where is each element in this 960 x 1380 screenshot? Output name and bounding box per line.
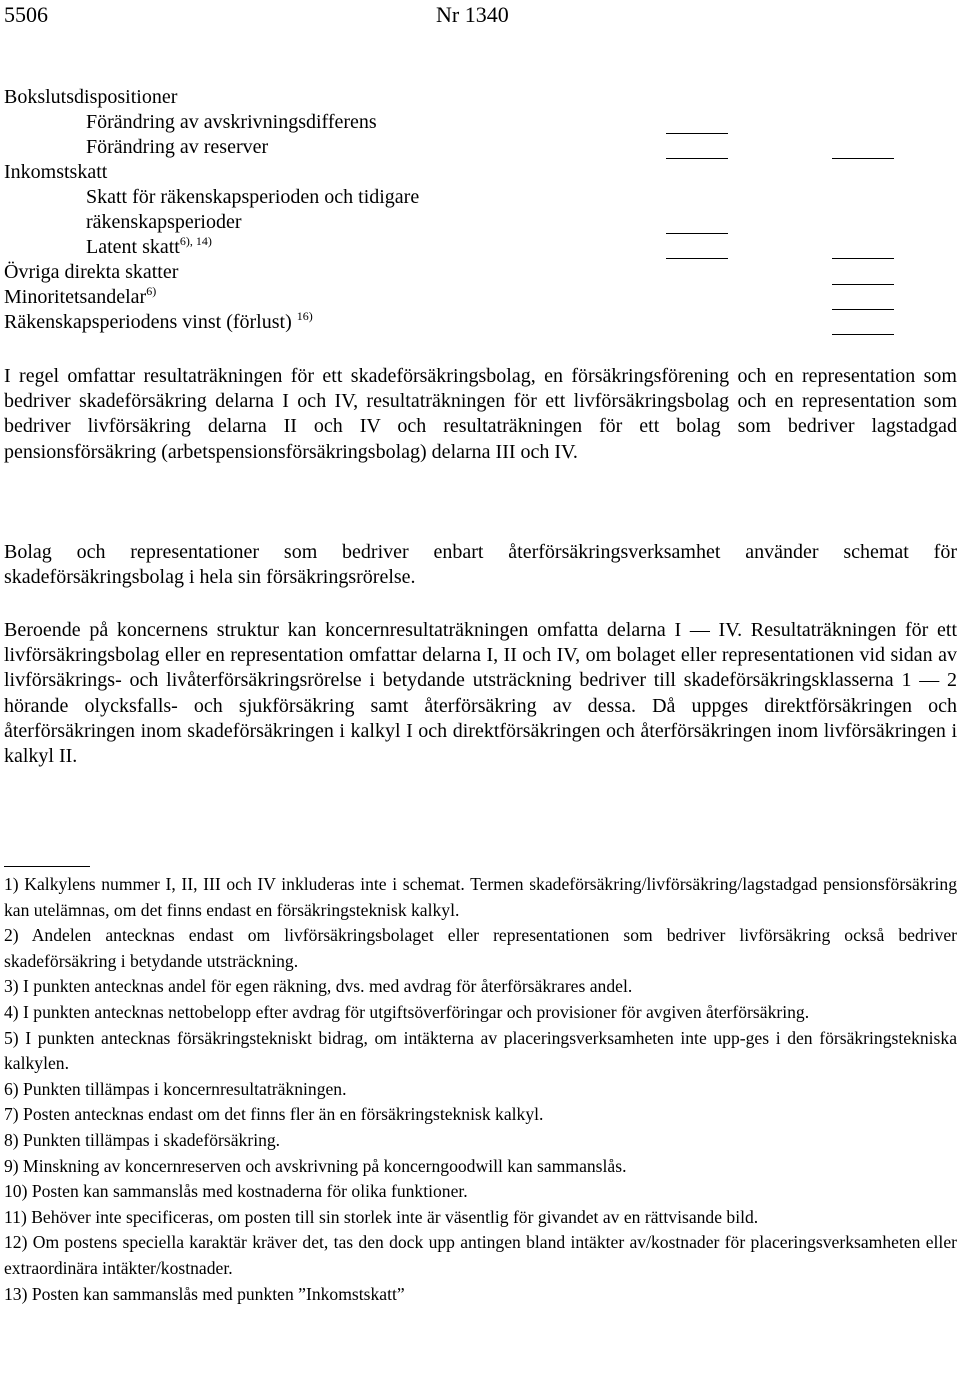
footnote: 13) Posten kan sammanslås med punkten ”Inkomstskatt”: [4, 1283, 405, 1304]
amount-rule: [666, 133, 728, 134]
amount-rule: [832, 284, 894, 285]
footnote: 5) I punkten antecknas försäkringstekniskt bidrag, om intäkterna av placeringsverksamheten inte upp-ges i den försäkringstekniska kalkylen.: [4, 1027, 957, 1074]
minoritetsandelar-label: Minoritetsandelar: [4, 286, 147, 308]
footnote: 6) Punkten tillämpas i koncernresultaträkningen.: [4, 1078, 347, 1099]
footnote: 10) Posten kan sammanslås med kostnaderna för olika funktioner.: [4, 1181, 468, 1202]
footnote: 1) Kalkylens nummer I, II, III och IV inkluderas inte i schemat. Termen skadeförsäkring/livförsäkring/lagstadgad pensionsförsäkring kan utelämnas, om det finns endast en försäkringsteknisk kalkyl.: [4, 874, 957, 920]
row-skatt-line1: Skatt för räkenskapsperioden och tidigare: [86, 186, 420, 208]
row-bokslutsdispositioner: Bokslutsdispositioner: [4, 86, 178, 108]
minoritetsandelar-note: 6): [146, 284, 157, 298]
footnotes: [4, 872, 957, 1307]
paragraph-3: Beroende på koncernens struktur kan koncernresultaträkningen omfatta delarna I — IV. Resultaträkningen för ett livförsäkringsbolag eller en representation omfattar delarna I, II och IV, om bolaget eller representationen vid sidan av livförsäkrings- och livåterförsäkringsrörelse i betydande utsträckning bedriver till skadeförsäkringsklasserna 1 — 2 hörande olycksfalls- och sjukförsäkring samt återförsäkring av dessa. Då uppges direktförsäkringen och återförsäkringen inom skadeförsäkringen i kalkyl I och direktförsäkringen och återförsäkringen inom livförsäkringen i kalkyl II.: [4, 619, 957, 768]
footnote: 2) Andelen antecknas endast om livförsäkringsbolaget eller representationen som bedriver livförsäkring också bedriver skadeförsäkring i betydande utsträckning.: [4, 925, 957, 971]
vinst-note: 16): [296, 309, 313, 323]
row-minoritetsandelar: [4, 285, 156, 309]
footnote: 9) Minskning av koncernreserven och avskrivning på koncerngoodwill kan sammanslås.: [4, 1155, 627, 1176]
amount-rule: [666, 233, 728, 234]
footnote: 12) Om postens speciella karaktär kräver det, tas den dock upp antingen bland intäkter av/kostnader för placeringsverksamheten eller extraordinära intäkter/kostnader.: [4, 1232, 957, 1278]
paragraph-2: Bolag och representationer som bedriver enbart återförsäkringsverksamhet använder schemat för skadeförsäkringsbolag i hela sin försäkringsrörelse.: [4, 541, 957, 589]
latent-skatt-note: 6), 14): [179, 234, 212, 248]
page-number: 5506: [4, 2, 48, 27]
footnote: 7) Posten antecknas endast om det finns fler än en försäkringsteknisk kalkyl.: [4, 1104, 544, 1125]
amount-rule: [832, 334, 894, 335]
row-skatt-line2: räkenskapsperioder: [86, 211, 242, 233]
amount-rule: [666, 158, 728, 159]
footnote: 8) Punkten tillämpas i skadeförsäkring.: [4, 1129, 281, 1150]
amount-rule: [832, 258, 894, 259]
row-vinst: [4, 310, 313, 334]
amount-rule: [832, 158, 894, 159]
row-avskrivningsdifferens: Förändring av avskrivningsdifferens: [86, 111, 377, 133]
issue-number: Nr 1340: [436, 2, 509, 27]
footnote: 4) I punkten antecknas nettobelopp efter avdrag för utgiftsöverföringar och provisioner för avgiven återförsäkring.: [4, 1001, 810, 1022]
footnote: 3) I punkten antecknas andel för egen räkning, dvs. med avdrag för återförsäkrares andel.: [4, 976, 633, 997]
row-ovriga-skatter: Övriga direkta skatter: [4, 261, 179, 283]
amount-rule: [666, 258, 728, 259]
latent-skatt-label: Latent skatt: [86, 236, 180, 258]
paragraph-1: I regel omfattar resultaträkningen för ett skadeförsäkringsbolag, en försäkringsförening och en representation som bedriver skadeförsäkring delarna I och IV, resultaträkningen för ett livförsäkringsbolag och en representation som bedriver livförsäkring delarna II och IV och resultaträkningen för ett bolag som bedriver lagstadgad pensionsförsäkring (arbetspensionsförsäkringsbolag) delarna III och IV.: [4, 365, 957, 463]
row-reserver: Förändring av reserver: [86, 136, 269, 158]
footnote-separator: [4, 866, 90, 867]
row-inkomstskatt: Inkomstskatt: [4, 161, 108, 183]
row-latent-skatt: [86, 235, 212, 259]
vinst-label: Räkenskapsperiodens vinst (förlust): [4, 311, 292, 333]
footnote: 11) Behöver inte specificeras, om posten till sin storlek inte är väsentlig för givandet av en rättvisande bild.: [4, 1206, 759, 1227]
amount-rule: [832, 309, 894, 310]
